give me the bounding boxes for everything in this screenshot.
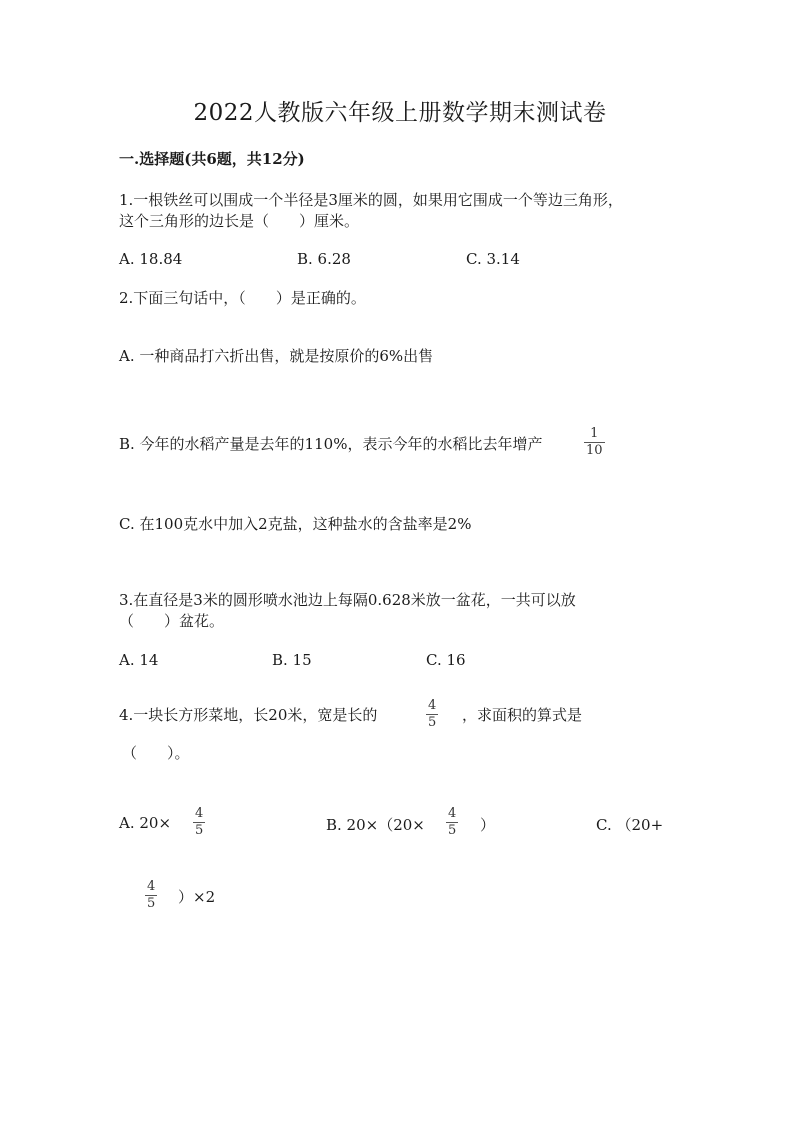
fraction-numerator: 4 bbox=[147, 879, 156, 894]
question-4-fraction bbox=[426, 699, 438, 730]
question-4-option-c-fraction bbox=[145, 880, 157, 911]
question-4-option-b-end: ） bbox=[480, 816, 496, 834]
fraction-numerator: 4 bbox=[428, 698, 437, 713]
fraction-denominator: 5 bbox=[195, 823, 204, 838]
question-1-option-b: B. 6.28 bbox=[297, 250, 351, 268]
fraction-numerator: 4 bbox=[195, 806, 204, 821]
fraction-denominator: 5 bbox=[428, 715, 437, 730]
question-3-line-2: （ ）盆花。 bbox=[119, 612, 225, 630]
question-2-option-c: C. 在100克水中加入2克盐，这种盐水的含盐率是2% bbox=[119, 515, 472, 533]
question-1-option-a: A. 18.84 bbox=[119, 250, 183, 268]
question-4-option-b-start: B. 20×（20× bbox=[326, 816, 425, 834]
question-4-line-2: （ ）。 bbox=[122, 744, 190, 762]
question-3-line-1: 3.在直径是3米的圆形喷水池边上每隔0.628米放一盆花，一共可以放 bbox=[119, 591, 576, 609]
question-3-option-b: B. 15 bbox=[272, 651, 312, 669]
question-4-option-b-fraction bbox=[446, 807, 458, 838]
question-1-line-2: 这个三角形的边长是（ ）厘米。 bbox=[119, 212, 360, 230]
question-4-option-a: A. 20× bbox=[119, 814, 172, 832]
fraction-denominator: 5 bbox=[147, 896, 156, 911]
question-1-option-c: C. 3.14 bbox=[466, 250, 520, 268]
page-title: 2022人教版六年级上册数学期末测试卷 bbox=[193, 100, 607, 126]
question-3-option-c: C. 16 bbox=[426, 651, 466, 669]
question-2-fraction bbox=[584, 427, 605, 458]
question-1-line-1: 1.一根铁丝可以围成一个半径是3厘米的圆，如果用它围成一个等边三角形， bbox=[119, 191, 623, 209]
question-2-option-b: B. 今年的水稻产量是去年的110%，表示今年的水稻比去年增产 bbox=[119, 435, 543, 453]
fraction-denominator: 10 bbox=[586, 443, 603, 458]
question-4-line-1-end: ，求面积的算式是 bbox=[462, 706, 583, 724]
question-3-option-a: A. 14 bbox=[119, 651, 159, 669]
section-heading: 一.选择题(共6题，共12分) bbox=[119, 150, 305, 168]
fraction-denominator: 5 bbox=[448, 823, 457, 838]
question-2-line-1: 2.下面三句话中，（ ）是正确的。 bbox=[119, 289, 366, 307]
question-4-option-c-start: C. （20+ bbox=[596, 816, 664, 834]
question-2-option-a: A. 一种商品打六折出售，就是按原价的6%出售 bbox=[119, 347, 434, 365]
question-4-option-c-end: ）×2 bbox=[178, 888, 216, 906]
fraction-numerator: 4 bbox=[448, 806, 457, 821]
question-4-line-1-start: 4.一块长方形菜地，长20米，宽是长的 bbox=[119, 706, 378, 724]
question-4-option-a-fraction bbox=[193, 807, 205, 838]
fraction-numerator: 1 bbox=[590, 426, 599, 441]
